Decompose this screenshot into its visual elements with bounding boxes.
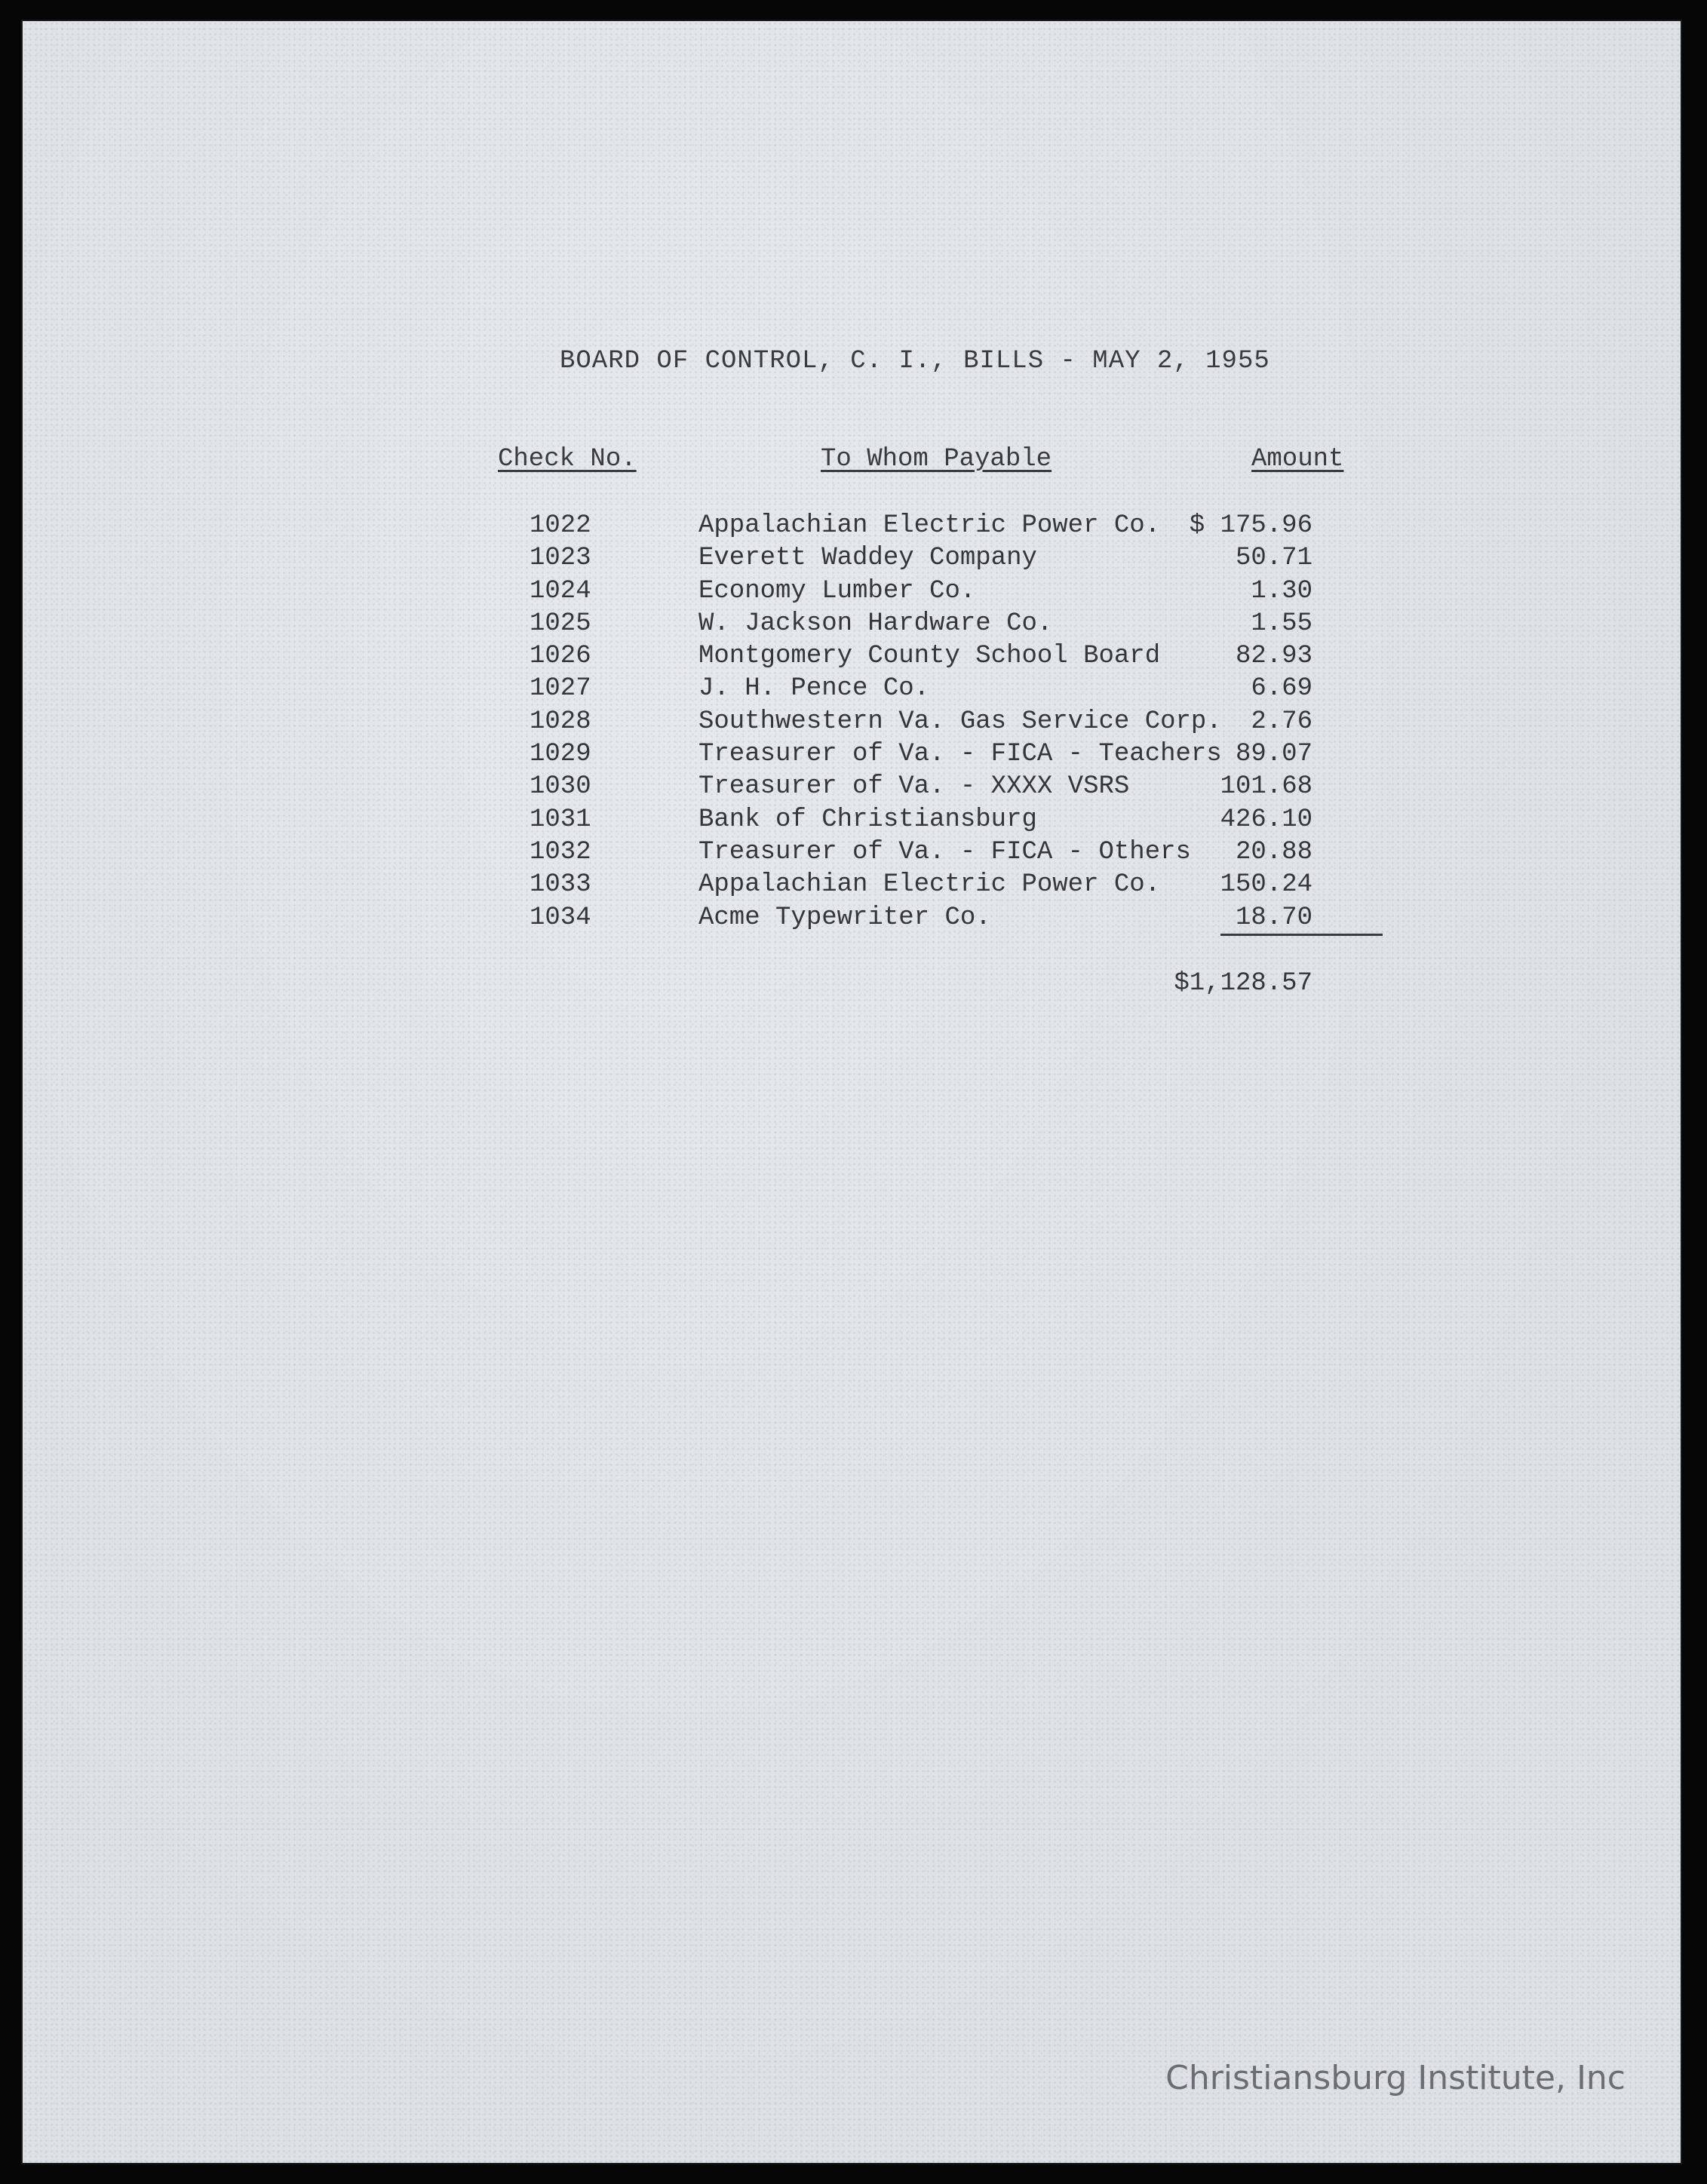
amount-value: 82.93 (1235, 642, 1312, 671)
amount-value: 18.70 (1235, 903, 1312, 932)
document-title: BOARD OF CONTROL, C. I., BILLS - MAY 2, 1955 (560, 347, 1270, 376)
table-row (23, 609, 1681, 642)
check-number: 1030 (530, 772, 591, 802)
total-amount: $1,128.57 (1174, 969, 1312, 998)
document-page (23, 21, 1681, 2163)
table-row (23, 740, 1681, 772)
payee-name: Treasurer of Va. - FICA - Others (698, 837, 1191, 867)
payee-name: Treasurer of Va. - FICA - Teachers (698, 740, 1222, 769)
table-row (23, 903, 1681, 936)
watermark-text: Christiansburg Institute, Inc (1165, 2059, 1626, 2097)
amount-value: 1.55 (1251, 609, 1312, 638)
amount-value: 50.71 (1235, 544, 1312, 573)
check-number: 1034 (530, 903, 591, 932)
check-number: 1032 (530, 837, 591, 867)
payee-name: Economy Lumber Co. (698, 576, 976, 606)
check-number: 1031 (530, 805, 591, 834)
amount-value: 20.88 (1235, 837, 1312, 867)
table-row (23, 642, 1681, 674)
amount-value: $ 175.96 (1189, 511, 1312, 540)
payee-name: W. Jackson Hardware Co. (698, 609, 1053, 638)
amount-value: 101.68 (1220, 772, 1312, 802)
payee-name: Southwestern Va. Gas Service Corp. (698, 707, 1222, 736)
check-number: 1033 (530, 870, 591, 900)
column-header-check-no: Check No. (498, 445, 637, 474)
total-rule (1220, 934, 1383, 936)
amount-value: 2.76 (1251, 707, 1312, 736)
table-row (23, 805, 1681, 838)
check-number: 1022 (530, 511, 591, 540)
table-row (23, 511, 1681, 544)
payee-name: J. H. Pence Co. (698, 674, 930, 704)
table-row (23, 674, 1681, 707)
table-row (23, 870, 1681, 903)
bills-table (23, 511, 1681, 936)
table-row (23, 707, 1681, 740)
payee-name: Appalachian Electric Power Co. (698, 511, 1161, 540)
table-row (23, 544, 1681, 576)
payee-name: Appalachian Electric Power Co. (698, 870, 1161, 900)
payee-name: Montgomery County School Board (698, 642, 1161, 671)
check-number: 1026 (530, 642, 591, 671)
amount-value: 1.30 (1251, 576, 1312, 606)
check-number: 1029 (530, 740, 591, 769)
check-number: 1027 (530, 674, 591, 704)
column-header-payee: To Whom Payable (821, 445, 1052, 474)
table-row (23, 772, 1681, 805)
table-row (23, 577, 1681, 609)
payee-name: Bank of Christiansburg (698, 805, 1037, 834)
amount-value: 426.10 (1220, 805, 1312, 834)
check-number: 1025 (530, 609, 591, 638)
check-number: 1028 (530, 707, 591, 736)
payee-name: Treasurer of Va. - XXXX VSRS (698, 772, 1130, 802)
check-number: 1024 (530, 576, 591, 606)
payee-name: Everett Waddey Company (698, 544, 1037, 573)
column-header-amount: Amount (1251, 445, 1344, 474)
amount-value: 6.69 (1251, 674, 1312, 704)
table-row (23, 838, 1681, 870)
amount-value: 89.07 (1235, 740, 1312, 769)
payee-name: Acme Typewriter Co. (698, 903, 991, 932)
check-number: 1023 (530, 544, 591, 573)
amount-value: 150.24 (1220, 870, 1312, 900)
